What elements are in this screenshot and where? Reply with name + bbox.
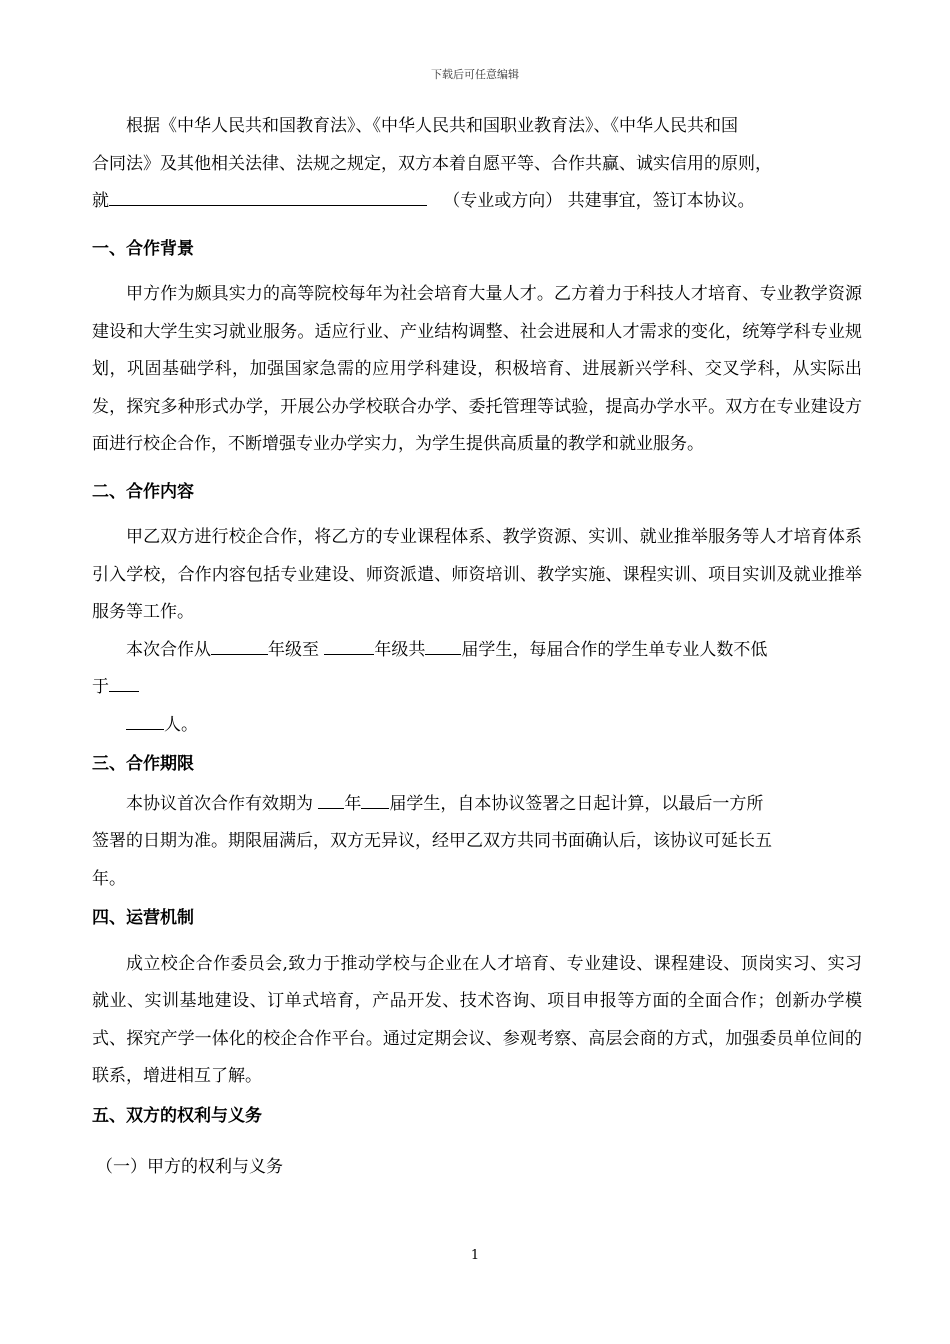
term-prefix-label: 本协议首次合作有效期为 bbox=[126, 793, 313, 814]
start-grade-blank[interactable] bbox=[211, 632, 268, 655]
intro-line-3-suffix: （专业或方向） 共建事宜，签订本协议。 bbox=[443, 191, 755, 211]
end-grade-blank[interactable] bbox=[324, 632, 374, 655]
section-5-title: 五、双方的权利与义务 bbox=[92, 1105, 262, 1126]
section-4-title: 四、运营机制 bbox=[92, 908, 194, 928]
scope-grade-total-label: 年级共 bbox=[374, 639, 426, 660]
section-2-title: 二、合作内容 bbox=[92, 481, 194, 502]
section-5-sub-1: （一）甲方的权利与义务 bbox=[96, 1157, 283, 1177]
term-year-label: 年 bbox=[344, 793, 362, 814]
cohort-count-blank[interactable] bbox=[425, 632, 461, 655]
scope-students-label: 届学生，每届合作的学生单专业人数不低 bbox=[461, 639, 768, 660]
intro-line-2: 合同法》及其他相关法律、法规之规定，双方本着自愿平等、合作共赢、诚实信用的原则， bbox=[92, 153, 772, 174]
section-3-line-3: 年。 bbox=[92, 868, 126, 889]
major-blank[interactable] bbox=[109, 183, 427, 206]
document-body bbox=[92, 108, 862, 1187]
scope-min-label: 于 bbox=[92, 677, 109, 697]
min-students-blank-1[interactable] bbox=[109, 669, 139, 692]
intro-line-3-prefix: 就 bbox=[92, 191, 109, 211]
page-number: 1 bbox=[470, 1248, 480, 1263]
intro-line-3 bbox=[92, 183, 862, 221]
scope-unit-label: 人。 bbox=[164, 714, 198, 735]
section-1-title: 一、合作背景 bbox=[92, 238, 194, 259]
section-1-body: 甲方作为颇具实力的高等院校每年为社会培育大量人才。乙方着力于科技人才培育、专业教学资源建设和大学生实习就业服务。适应行业、产业结构调整、社会进展和人才需求的变化，统筹学科专业规划，巩固基础学科，加强国家急需的应用学科建设，积极培育、进展新兴学科、交叉学科，从实际出发，探究多种形式办学，开展公办学校联合办学、委托管理等试验，提高办学水平。双方在专业建设方面进行校企合作，不断增强专业办学实力，为学生提供高质量的教学和就业服务。 bbox=[92, 284, 862, 454]
term-rest-label: 届学生，自本协议签署之日起计算，以最后一方所 bbox=[389, 793, 764, 814]
scope-from-label: 本次合作从 bbox=[126, 639, 211, 660]
section-3-line-2: 签署的日期为准。期限届满后，双方无异议，经甲乙双方共同书面确认后，该协议可延长五 bbox=[92, 831, 772, 851]
section-2-scope-line bbox=[92, 632, 862, 670]
min-students-blank-2[interactable] bbox=[126, 707, 164, 730]
section-4-body: 成立校企合作委员会,致力于推动学校与企业在人才培育、专业建设、课程建设、顶岗实习、实习就业、实训基地建设、订单式培育，产品开发、技术咨询、项目申报等方面的全面合作；创新办学模式、探究产学一体化的校企合作平台。通过定期会议、参观考察、高层会商的方式，加强委员单位间的联系，增进相互了解。 bbox=[92, 953, 862, 1086]
term-cohorts-blank[interactable] bbox=[361, 786, 389, 809]
intro-line-1: 根据《中华人民共和国教育法》、《中华人民共和国职业教育法》、《中华人民共和国 bbox=[126, 116, 738, 136]
section-2-min-line bbox=[92, 669, 862, 707]
header-note: 下载后可任意编辑 bbox=[431, 68, 519, 81]
term-years-blank[interactable] bbox=[318, 786, 344, 809]
scope-grade-to-label: 年级至 bbox=[268, 639, 319, 660]
section-3-title: 三、合作期限 bbox=[92, 754, 194, 774]
section-3-line-1 bbox=[92, 786, 862, 824]
section-2-body: 甲乙双方进行校企合作，将乙方的专业课程体系、教学资源、实训、就业推举服务等人才培育体系引入学校，合作内容包括专业建设、师资派遣、师资培训、教学实施、课程实训、项目实训及就业推举服务等工作。 bbox=[92, 527, 862, 622]
section-2-unit-line bbox=[92, 707, 862, 745]
